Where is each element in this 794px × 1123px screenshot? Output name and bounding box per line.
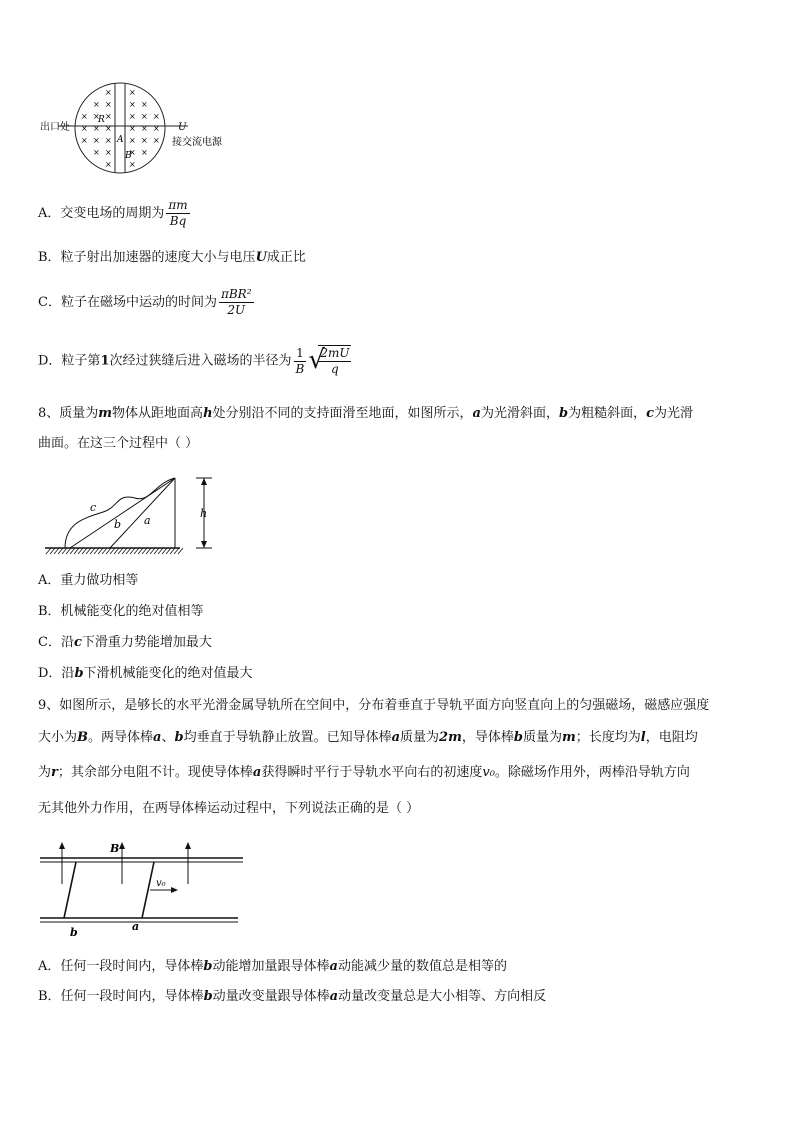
field-cross: ×	[129, 124, 136, 133]
q8-option-d-var: b	[74, 666, 84, 681]
field-cross: ×	[141, 112, 148, 121]
label-c: c	[90, 501, 97, 514]
radical-sign: √	[308, 345, 325, 375]
field-cross: ×	[105, 148, 112, 157]
ground-hatch	[46, 548, 183, 554]
field-cross: ×	[141, 136, 148, 145]
q8-option-d-suffix: 下滑机械能变化的绝对值最大	[83, 666, 253, 681]
q9-text: 质量为	[400, 730, 440, 745]
q8-var-m: m	[98, 406, 113, 421]
fraction-numerator: 1	[296, 345, 304, 360]
field-arrows	[59, 842, 191, 884]
q9-var-l: l	[640, 730, 646, 745]
exit-label: 出口处	[40, 122, 70, 133]
q9-var-r: r	[51, 765, 58, 780]
q9-var-b: b	[513, 730, 523, 745]
q9-stem-line-3	[38, 764, 690, 782]
q9-var-a: a	[252, 765, 262, 780]
q9-option-b-text: 动量改变量总是大小相等、方向相反	[338, 989, 547, 1004]
field-cross: ×	[105, 112, 112, 121]
q8-option-c	[38, 634, 212, 652]
field-cross: ×	[93, 112, 100, 121]
q7-option-d-sqrt	[308, 345, 351, 377]
q9-stem-line-4: 无其他外力作用，在两导体棒运动过程中，下列说法正确的是（ ）	[38, 801, 420, 816]
label-a: a	[144, 514, 151, 527]
q8-stem-line-2: 曲面。在这三个过程中（ ）	[38, 436, 199, 451]
rail-figure	[38, 832, 248, 940]
q7-option-d-text: D．粒子第	[38, 353, 101, 369]
q9-option-a-text: A．任何一段时间内，导体棒	[38, 959, 204, 974]
label-b: b	[114, 518, 122, 531]
q8-option-b: B．机械能变化的绝对值相等	[38, 604, 204, 619]
q8-stem-line-1	[38, 405, 693, 423]
q8-text: 为光滑	[654, 406, 694, 421]
q8-text: 处分别沿不同的支持面滑至地面，如图所示，	[212, 406, 473, 421]
field-cross: ×	[153, 112, 160, 121]
field-cross: ×	[93, 124, 100, 133]
field-cross: ×	[105, 160, 112, 169]
q9-text: ；长度均为	[575, 730, 641, 745]
q8-var-h: h	[203, 406, 213, 421]
q7-option-c-fraction	[219, 287, 254, 318]
slope-svg	[40, 468, 220, 558]
b-label: B	[125, 151, 132, 161]
q8-option-a: A．重力做功相等	[38, 573, 139, 588]
q7-option-d-n: 1	[100, 353, 110, 369]
field-cross: ×	[129, 136, 136, 145]
q7-option-d	[38, 345, 351, 377]
q7-option-a-fraction	[166, 198, 189, 229]
q7-option-a-text: A．交变电场的周期为	[38, 206, 165, 221]
field-cross: ×	[153, 124, 160, 133]
field-cross: ×	[141, 124, 148, 133]
fraction-denominator: Bq	[166, 213, 189, 229]
fraction-denominator: 2U	[219, 302, 254, 318]
rod-b	[64, 862, 76, 918]
q9-stem-line-1: 9、如图所示，是够长的水平光滑金属导轨所在空间中，分布着垂直于导轨平面方向竖直向上的匀强磁场，磁感应强度	[38, 698, 710, 713]
fraction-denominator: B	[295, 361, 305, 376]
field-crosses	[81, 88, 160, 169]
r-label: R	[98, 115, 105, 125]
q9-var-a: a	[329, 989, 339, 1004]
q8-text: 8、质量为	[38, 406, 99, 421]
velocity-arrowhead	[171, 887, 178, 893]
sqrt-denominator: q	[318, 361, 351, 377]
field-cross: ×	[105, 88, 112, 97]
q9-option-b-text: 动量改变量跟导体棒	[212, 989, 330, 1004]
q9-var-b: b	[203, 989, 213, 1004]
field-cross: ×	[141, 100, 148, 109]
q7-option-a	[38, 198, 192, 229]
field-cross: ×	[105, 136, 112, 145]
q9-var-m: m	[561, 730, 576, 745]
field-cross: ×	[81, 124, 88, 133]
incline-b	[70, 478, 175, 548]
u-label: U	[178, 122, 187, 133]
q8-text: 为光滑斜面，	[480, 406, 559, 421]
q9-option-b-text: B．任何一段时间内，导体棒	[38, 989, 204, 1004]
field-cross: ×	[129, 160, 136, 169]
q7-option-b-text: B．粒子射出加速器的速度大小与电压	[38, 250, 256, 265]
q9-text: 、	[161, 730, 175, 745]
q9-var-2m: 2m	[439, 730, 462, 745]
field-cross: ×	[81, 136, 88, 145]
sqrt-numerator: 2mU	[320, 346, 350, 360]
field-cross: ×	[93, 148, 100, 157]
label-v0: v₀	[156, 878, 166, 889]
slope-figure	[40, 468, 220, 558]
incline-a	[110, 478, 175, 548]
fraction-numerator: πBR²	[220, 287, 252, 301]
rail-svg	[38, 832, 248, 940]
fraction-numerator: πm	[168, 198, 188, 212]
q9-var-v0: v₀	[482, 765, 495, 780]
q9-text: ；其余部分电阻不计。现使导体棒	[57, 765, 253, 780]
q8-var-b: b	[558, 406, 569, 421]
q9-option-a-text: 动能减少量的数值总是相等的	[337, 959, 507, 974]
field-cross: ×	[129, 100, 136, 109]
q9-text: 质量为	[522, 730, 562, 745]
q8-var-c: c	[646, 406, 655, 421]
q8-option-c-var: c	[73, 635, 82, 650]
q9-text: 。除磁场作用外，两棒沿导轨方向	[494, 765, 690, 780]
a-label: A	[117, 135, 124, 145]
q9-text: 大小为	[38, 730, 78, 745]
q8-text: 物体从距地面高	[112, 406, 204, 421]
field-cross: ×	[129, 148, 136, 157]
height-arrow-bottom	[201, 541, 207, 548]
field-cross: ×	[141, 148, 148, 157]
q9-text: 为	[38, 765, 52, 780]
height-arrow-top	[201, 478, 207, 485]
q9-var-b: b	[174, 730, 184, 745]
q8-var-a: a	[472, 406, 481, 421]
q9-var-b: b	[203, 959, 213, 974]
field-cross: ×	[129, 88, 136, 97]
source-label: 接交流电源	[172, 137, 222, 148]
q7-option-b-var: U	[255, 250, 267, 265]
q7-option-c	[38, 287, 256, 318]
cyclotron-svg	[38, 78, 238, 178]
q9-text: ，导体棒	[461, 730, 514, 745]
q9-option-a-text: 动能增加量跟导体棒	[212, 959, 330, 974]
label-B: B	[110, 842, 120, 855]
q8-option-c-suffix: 下滑重力势能增加最大	[81, 635, 212, 650]
field-cross: ×	[129, 112, 136, 121]
field-cross: ×	[153, 136, 160, 145]
q9-var-a: a	[329, 959, 338, 974]
q7-option-d-fraction	[294, 346, 307, 377]
q7-option-b-suffix: 成正比	[266, 250, 306, 265]
q8-option-d-text: D．沿	[38, 666, 75, 681]
label-a: a	[132, 920, 140, 933]
q9-text: 均垂直于导轨静止放置。已知导体棒	[183, 730, 392, 745]
field-cross: ×	[93, 100, 100, 109]
label-b: b	[70, 926, 78, 939]
field-cross: ×	[105, 100, 112, 109]
q9-option-b	[38, 988, 546, 1006]
q9-stem-line-2	[38, 729, 698, 747]
q7-option-d-mid: 次经过狭缝后进入磁场的半径为	[109, 353, 292, 369]
q8-option-d	[38, 665, 253, 683]
q8-option-c-text: C．沿	[38, 635, 74, 650]
q9-var-a: a	[153, 730, 162, 745]
q9-option-a	[38, 958, 507, 976]
q9-text: 获得瞬时平行于导轨水平向右的初速度	[261, 765, 483, 780]
q9-text: 。两导体棒	[88, 730, 154, 745]
label-h: h	[200, 507, 208, 520]
cyclotron-figure	[38, 78, 238, 178]
q9-var-B: B	[77, 730, 89, 745]
q7-option-c-text: C．粒子在磁场中运动的时间为	[38, 295, 217, 310]
field-cross: ×	[81, 112, 88, 121]
q7-option-b	[38, 249, 306, 267]
field-cross: ×	[93, 136, 100, 145]
q9-text: ，电阻均	[645, 730, 698, 745]
q8-text: 为粗糙斜面，	[568, 406, 647, 421]
q9-var-a: a	[391, 730, 401, 745]
field-cross: ×	[105, 124, 112, 133]
